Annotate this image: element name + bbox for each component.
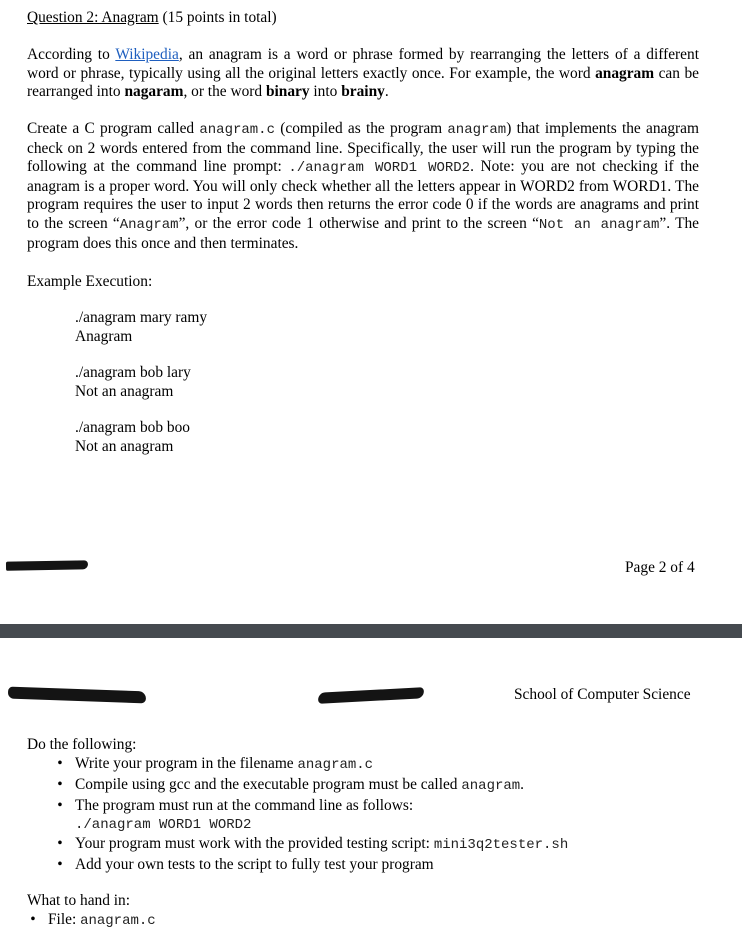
inline-code: anagram [461, 778, 521, 794]
item-text: Write your program in the filename [75, 755, 298, 772]
question-points: (15 points in total) [162, 9, 277, 26]
task-text: . Note: you are not checking if the anagram is a proper word. You will only check whether all the letters appear in WORD2 from WORD1. The program requires the user to input 2 words then returns the error code 0 if the words are anagrams and print to the screen “ [27, 158, 699, 232]
list-item [27, 775, 727, 796]
example-output: Not an anagram [75, 437, 174, 455]
redacted-mark [8, 687, 146, 704]
item-text: File: [48, 911, 81, 928]
bullet-icon: • [57, 856, 63, 873]
task-text: ”, or the error code 1 otherwise and print to the screen “ [178, 214, 539, 232]
bullet-icon: • [30, 911, 36, 928]
page-number: Page 2 of 4 [625, 559, 695, 576]
question-title: Question 2: Anagram [27, 9, 159, 26]
inline-code: ./anagram WORD1 WORD2 [288, 160, 471, 177]
example-command: ./anagram bob lary [75, 364, 191, 381]
intro-text: . [384, 83, 389, 101]
example-block [75, 309, 207, 456]
list-item [27, 855, 727, 875]
example-output: Anagram [75, 327, 133, 345]
inline-code: anagram.c [80, 913, 156, 929]
bullet-icon: • [57, 755, 63, 772]
example-command: ./anagram bob boo [75, 419, 190, 436]
intro-paragraph [27, 46, 699, 102]
item-text: The program must run at the command line as follows: [75, 797, 414, 814]
task-text: ”. The program does this once and then terminates. [27, 214, 699, 252]
bullet-icon: • [57, 835, 63, 852]
example-output: Not an anagram [75, 382, 174, 400]
task-text: (compiled as the program [275, 120, 448, 137]
todo-list [0, 754, 727, 875]
inline-code: anagram [447, 122, 507, 138]
inline-code: Not an anagram [538, 216, 660, 233]
handin-list [0, 910, 700, 931]
redacted-mark [6, 560, 88, 570]
intro-text: , or the word [183, 83, 266, 101]
handin-heading: What to hand in: [27, 892, 131, 909]
task-paragraph [27, 120, 699, 253]
inline-code: Anagram [119, 216, 179, 233]
list-item [27, 796, 727, 834]
intro-text: can be rearranged into [27, 64, 699, 101]
redacted-mark [318, 687, 424, 704]
list-item [27, 834, 727, 855]
bold-word: brainy [341, 83, 385, 101]
school-name: School of Computer Science [514, 686, 691, 703]
item-text: Add your own tests to the script to fully test your program [75, 856, 434, 873]
intro-text: , an anagram is a word or phrase formed by rearranging the letters of a different word or phrase, typically using all the original letters exactly once. For example, the word [27, 46, 699, 82]
wikipedia-link[interactable]: Wikipedia [115, 46, 179, 63]
bullet-icon: • [57, 797, 63, 814]
item-text: Compile using gcc and the executable program must be called [75, 776, 462, 793]
intro-text: According to [27, 46, 116, 63]
intro-text: into [309, 83, 342, 101]
inline-code: ./anagram WORD1 WORD2 [75, 817, 252, 833]
inline-code: anagram.c [297, 757, 374, 773]
task-text: ) that implements the anagram check on 2 words entered from the command line. Specifically, the user will run the program by typing the following at the command line prompt: [27, 120, 699, 176]
item-text: . [520, 776, 525, 793]
example-heading: Example Execution: [27, 273, 153, 290]
page-separator [0, 624, 742, 638]
todo-heading: Do the following: [27, 736, 137, 753]
bold-word: binary [265, 83, 310, 101]
question-heading [27, 8, 277, 28]
list-item [27, 754, 727, 775]
example-command: ./anagram mary ramy [75, 309, 208, 326]
inline-code: anagram.c [199, 122, 275, 138]
bold-word: nagaram [124, 83, 184, 101]
bullet-icon: • [57, 776, 63, 793]
inline-code: mini3q2tester.sh [433, 837, 569, 853]
bold-word: anagram [595, 64, 655, 82]
list-item [0, 910, 700, 931]
task-text: Create a C program called [27, 120, 200, 137]
item-text: Your program must work with the provided testing script: [75, 835, 434, 852]
